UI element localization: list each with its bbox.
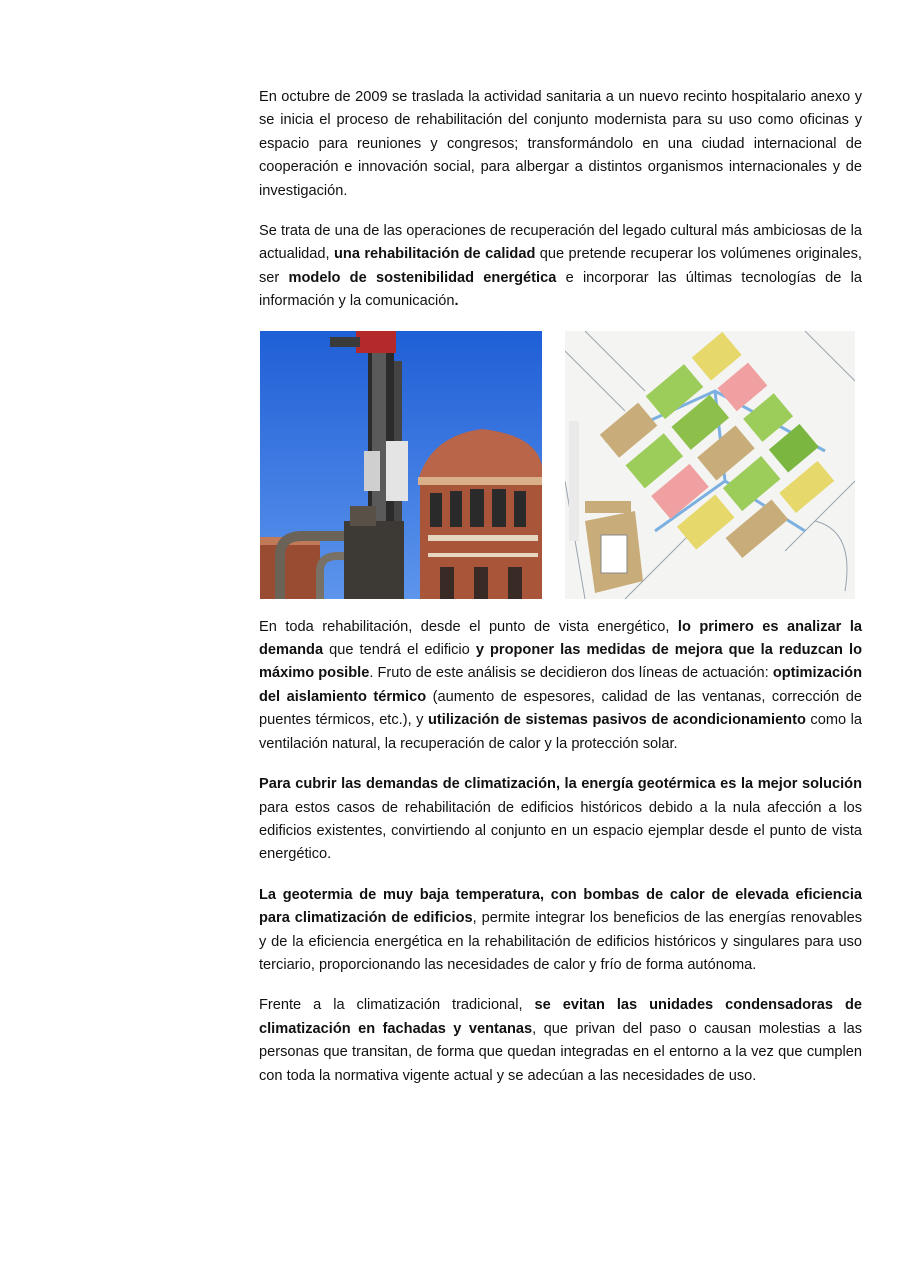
- bold-text: una rehabilitación de calidad: [334, 246, 536, 263]
- bold-text: lo primero es analizar la demanda: [259, 618, 862, 659]
- bold-text: utilización de sistemas pasivos de acondicionamiento: [428, 712, 806, 729]
- bold-text: modelo de sostenibilidad energética: [288, 269, 557, 286]
- text-run: . Fruto de este análisis se decidieron dos líneas de actuación:: [369, 665, 773, 682]
- text-run: (aumento de espesores, calidad de las ventanas, corrección de puentes térmicos, etc.), y: [259, 688, 862, 729]
- paragraph-1: [259, 86, 862, 203]
- paragraph-5: [259, 884, 862, 978]
- text-run: e incorporar las últimas tecnologías de la información y la comunicación: [259, 269, 862, 310]
- text-run: En octubre de 2009 se traslada la actividad sanitaria a un nuevo recinto hospitalario anexo y se inicia el proceso de rehabilitación del conjunto modernista para su uso como oficinas y espacio para reuniones y congresos; transformándolo en una ciudad internacional de cooperación e innovación social, para albergar a distintos organismos internacionales y de investigación.: [259, 89, 862, 199]
- text-run: Frente a la climatización tradicional,: [259, 997, 535, 1014]
- text-run: Se trata de una de las operaciones de recuperación del legado cultural más ambiciosas de la actualidad,: [259, 223, 862, 263]
- paragraph-3: [259, 616, 862, 756]
- text-run: para estos casos de rehabilitación de edificios históricos debido a la nula afección a los edificios existentes, convirtiendo al conjunto en un espacio ejemplar desde el punto de vista energético.: [259, 799, 862, 863]
- bold-text: Para cubrir las demandas de climatización, la energía geotérmica es la mejor solución: [259, 776, 862, 793]
- document-page: [259, 86, 862, 1105]
- paragraph-6: [259, 994, 862, 1088]
- bold-text: .: [454, 293, 459, 310]
- bold-text: optimización del aislamiento térmico: [259, 665, 862, 705]
- text-run: , que privan del paso o causan molestias a las personas que transitan, de forma que quedan integradas en el entorno a la vez que cumplen con toda la normativa vigente actual y se adecúan a las necesidades de uso.: [259, 1020, 862, 1084]
- text-run: como la ventilación natural, la recuperación de calor y la protección solar.: [259, 712, 862, 752]
- paragraph-4: [259, 773, 862, 867]
- bold-text: se evitan las unidades condensadoras de climatización en fachadas y ventanas: [259, 997, 862, 1037]
- bold-text: y proponer las medidas de mejora que la reduzcan lo máximo posible: [259, 642, 862, 682]
- figure-row: [259, 331, 862, 599]
- bold-text: La geotermia de muy baja temperatura, con bombas de calor de elevada eficiencia para climatización de edificios: [259, 886, 862, 927]
- paragraph-2: [259, 220, 862, 314]
- text-run: que pretende recuperar los volúmenes originales, ser: [259, 246, 862, 286]
- text-run: , permite integrar los beneficios de las energías renovables y de la eficiencia energética en la rehabilitación de edificios históricos y singulares para uso terciario, proporcionando las necesidades de calor y frío de forma autónoma.: [259, 910, 862, 973]
- drilling-rig-photo: [260, 331, 542, 599]
- text-run: En toda rehabilitación, desde el punto de vista energético,: [259, 618, 678, 635]
- site-plan-drawing: [565, 331, 855, 599]
- text-run: que tendrá el edificio: [323, 642, 476, 659]
